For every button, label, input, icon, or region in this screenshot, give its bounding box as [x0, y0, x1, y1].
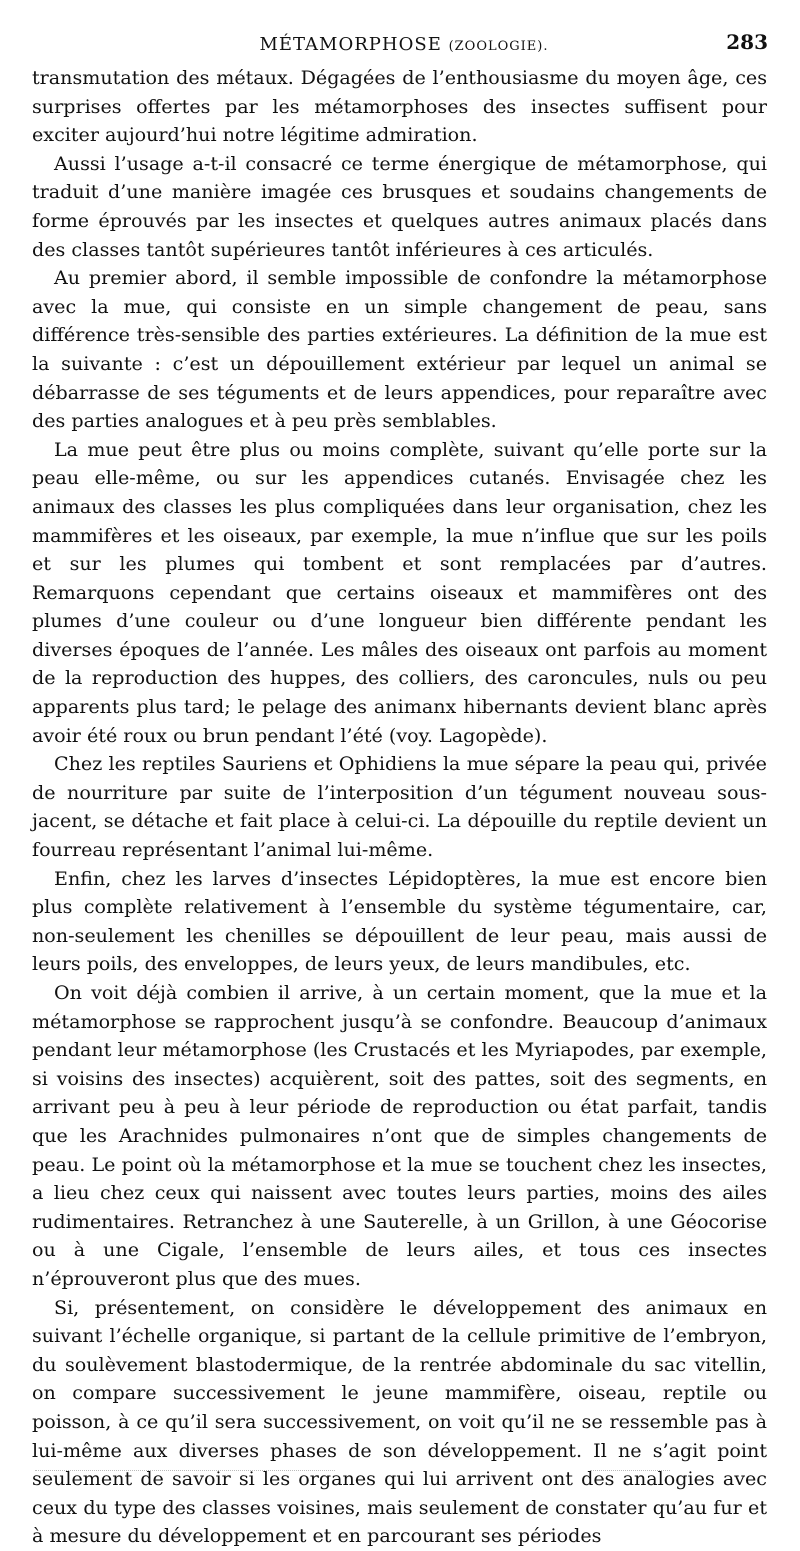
- page-header: [40, 30, 768, 64]
- paragraph-4: La mue peut être plus ou moins complète, suivant qu’elle porte sur la peau elle-même, ou sur les appendices cutanés. Envisagée chez les animaux des classes les plus compliquées dans leur organisation, chez les mammifères et les oiseaux, par exemple, la mue n’influe que sur les poils et sur les plumes qui tombent et sont remplacées par d’autres. Remarquons cependant que certains oiseaux et mammifères ont des plumes d’une couleur ou d’une longueur bien différente pendant les diverses époques de l’année. Les mâles des oiseaux ont parfois au moment de la reproduction des huppes, des colliers, des caroncules, nuls ou peu apparents plus tard; le pelage des animanx hibernants devient blanc après avoir été roux ou brun pendant l’été (voy. Lagopède).: [32, 437, 767, 747]
- running-head: [40, 34, 768, 55]
- paragraph-8: Si, présentement, on considère le développement des animaux en suivant l’échelle organique, si partant de la cellule primitive de l’embryon, du soulèvement blastodermique, de la rentrée abdominale du sac vitellin, on compare successivement le jeune mammifère, oiseau, reptile ou poisson, à ce qu’il sera successivement, on voit qu’il ne se ressemble pas à lui-même aux diverses phases de son développement. Il ne s’agit point seulement de savoir si les organes qui lui arrivent ont des analogies avec ceux du type des classes voisines, mais seulement de constater qu’au fur et à mesure du développement et en parcourant ses périodes: [32, 1295, 767, 1548]
- page-number: 283: [726, 30, 768, 54]
- paragraph-6: Enfin, chez les larves d’insectes Lépidoptères, la mue est encore bien plus complète relativement à l’ensemble du système tégumentaire, car, non-seulement les chenilles se dépouillent de leur peau, mais aussi de leurs poils, des enveloppes, de leurs yeux, de leurs mandibules, etc.: [32, 866, 767, 976]
- running-head-title: MÉTAMORPHOSE: [259, 34, 442, 55]
- paragraph-7: On voit déjà combien il arrive, à un certain moment, que la mue et la métamorphose se rapprochent jusqu’à se confondre. Beaucoup d’animaux pendant leur métamorphose (les Crustacés et les Myriapodes, par exemple, si voisins des insectes) acquièrent, soit des pattes, soit des segments, en arrivant peu à peu à leur période de reproduction ou état parfait, tandis que les Arachnides pulmonaires n’ont que de simples changements de peau. Le point où la métamorphose et la mue se touchent chez les insectes, a lieu chez ceux qui naissent avec toutes leurs parties, moins des ailes rudimentaires. Retranchez à une Sauterelle, à un Grillon, à une Géocorise ou à une Cigale, l’ensemble de leurs ailes, et tous ces insectes n’éprouveront plus que des mues.: [32, 981, 767, 1290]
- paragraph-3: Au premier abord, il semble impossible de confondre la métamorphose avec la mue, qui consiste en un simple changement de peau, sans différence très-sensible des parties extérieures. La définition de la mue est la suivante : c’est un dépouillement extérieur par lequel un animal se débarrasse de ses téguments et de leurs appendices, pour reparaître avec des parties analogues et à peu près semblables.: [32, 266, 767, 433]
- footer-rule: [35, 1470, 335, 1471]
- paragraph-1: transmutation des métaux. Dégagées de l’enthousiasme du moyen âge, ces surprises offertes par les métamorphoses des insectes suffisent pour exciter aujourd’hui notre légitime admiration.: [32, 66, 767, 147]
- body-text: [32, 64, 767, 1551]
- running-head-section: (ZOOLOGIE).: [448, 39, 549, 54]
- paragraph-2: Aussi l’usage a-t-il consacré ce terme énergique de métamorphose, qui traduit d’une manière imagée ces brusques et soudains changements de forme éprouvés par les insectes et quelques autres animaux placés dans des classes tantôt supérieures tantôt inférieures à ces articulés.: [32, 151, 767, 261]
- paragraph-5: Chez les reptiles Sauriens et Ophidiens la mue sépare la peau qui, privée de nourriture par suite de l’interposition d’un tégument nouveau sous-jacent, se détache et fait place à celui-ci. La dépouille du reptile devient un fourreau représentant l’animal lui-même.: [32, 752, 767, 862]
- footer-rule-right: [590, 1470, 670, 1471]
